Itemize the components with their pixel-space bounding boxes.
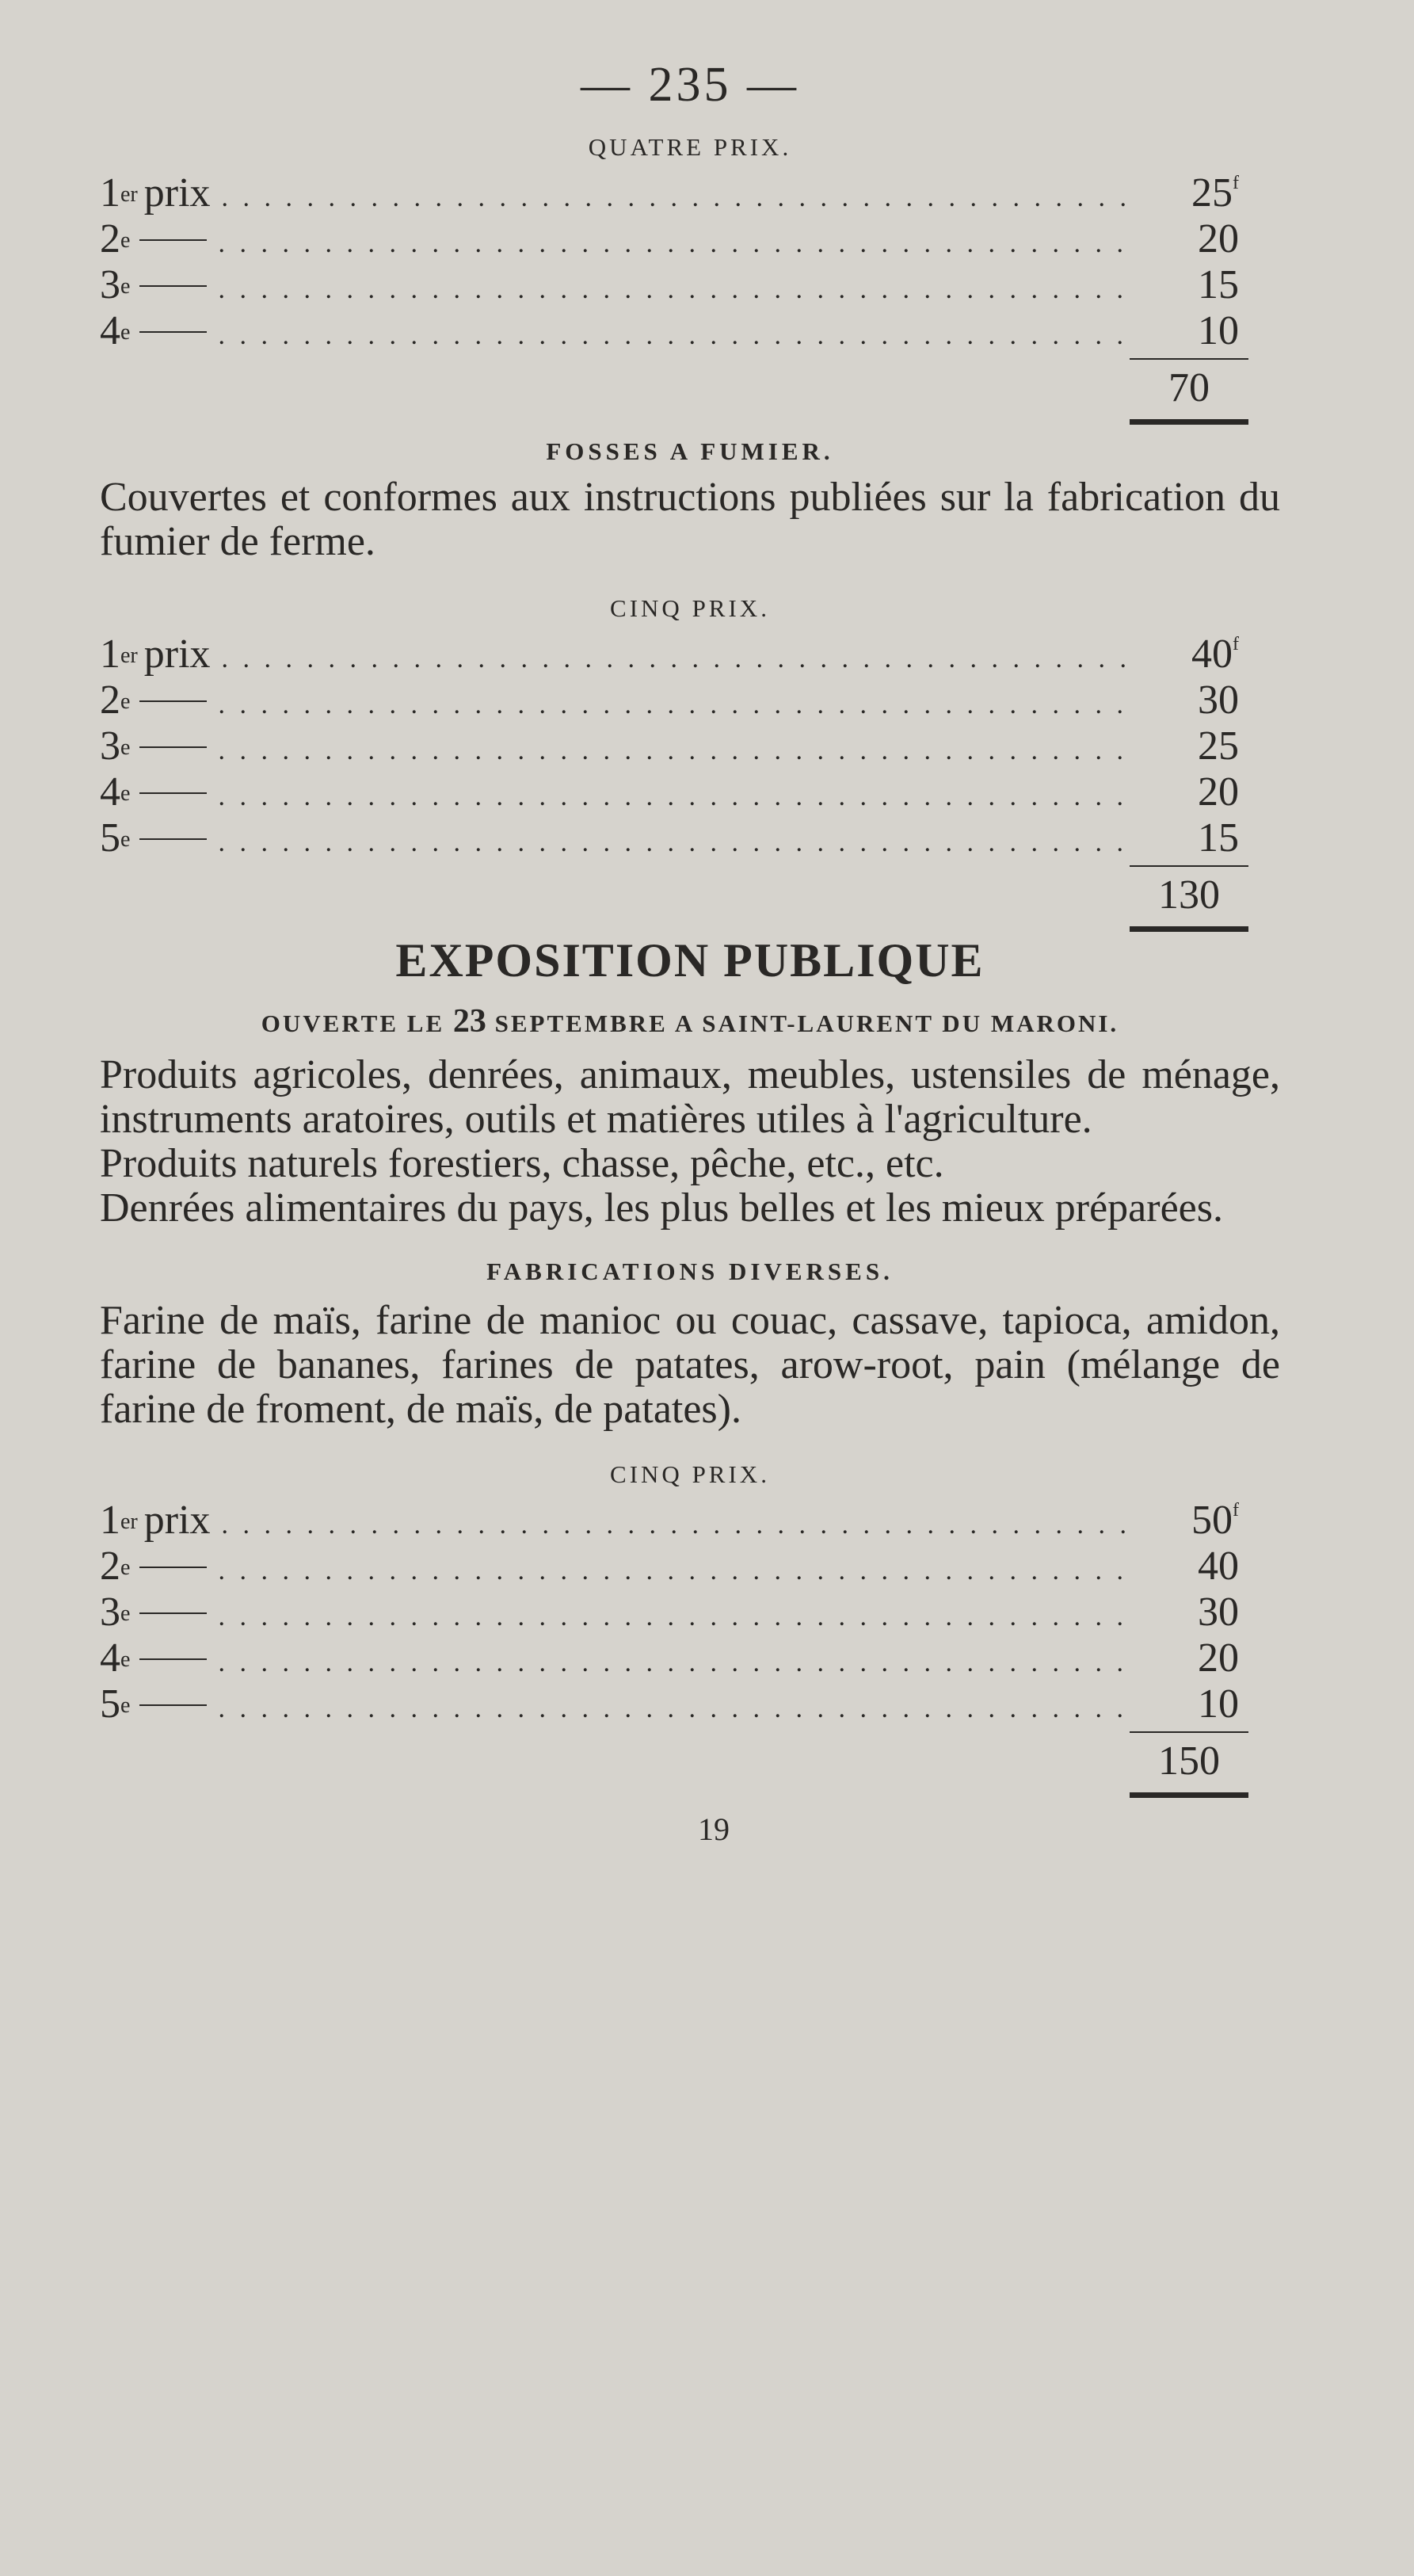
ditto-dash <box>139 1567 207 1568</box>
section-exposition <box>100 933 1280 1231</box>
sub-heading-part: OUVERTE LE <box>261 1009 453 1037</box>
prize-amount <box>1144 677 1239 723</box>
leader-dots <box>222 1510 1134 1540</box>
ditto-dash <box>139 1612 207 1614</box>
prize-rank <box>100 1497 211 1544</box>
prize-rank <box>100 631 211 677</box>
prize-row <box>100 1635 1280 1681</box>
rank-suffix: er <box>120 643 138 668</box>
total-amount: 130 <box>1130 865 1248 932</box>
rank-suffix: e <box>120 1647 131 1672</box>
rank-suffix: e <box>120 1693 131 1718</box>
prize-amount <box>1144 1635 1239 1681</box>
rank-suffix: e <box>120 827 131 852</box>
section-description: Farine de maïs, farine de manioc ou couac, cassave, tapioca, amidon, farine de bananes, farines de patates, arow-root, pain (mélange de farine de froment, de maïs, de patates). <box>100 1298 1280 1432</box>
prize-rank <box>100 815 207 861</box>
amount-unit: f <box>1233 172 1239 193</box>
leader-dots <box>218 1694 1134 1724</box>
rank-suffix: er <box>120 1509 138 1534</box>
amount-value: 10 <box>1198 308 1239 353</box>
prize-row <box>100 769 1280 815</box>
rank-number: 3 <box>100 262 120 307</box>
section-quatre-prix <box>100 133 1280 425</box>
prize-row <box>100 261 1280 307</box>
rank-suffix: e <box>120 735 131 760</box>
rank-number: 1 <box>100 170 120 216</box>
prize-rank <box>100 723 207 769</box>
rank-number: 5 <box>100 1681 120 1727</box>
paragraph: Produits naturels forestiers, chasse, pêche, etc., etc. <box>100 1141 944 1186</box>
prize-amount <box>1144 216 1239 262</box>
leader-dots <box>218 828 1134 858</box>
amount-value: 15 <box>1198 815 1239 861</box>
prize-rank <box>100 769 207 815</box>
rank-number: 5 <box>100 815 120 861</box>
prize-row <box>100 1497 1280 1543</box>
prize-rank <box>100 307 207 354</box>
sub-heading <box>100 1002 1280 1040</box>
amount-value: 25 <box>1198 723 1239 769</box>
ditto-dash <box>139 838 207 840</box>
amount-unit: f <box>1233 633 1239 654</box>
leader-dots <box>218 229 1134 259</box>
prize-amount <box>1144 1497 1239 1544</box>
section-title: FABRICATIONS DIVERSES. <box>486 1257 894 1285</box>
rank-number: 2 <box>100 216 120 261</box>
rank-number: 3 <box>100 1589 120 1635</box>
leader-dots <box>222 183 1134 213</box>
prize-row <box>100 170 1280 216</box>
prize-rank <box>100 1681 207 1727</box>
prize-row <box>100 631 1280 677</box>
leader-dots <box>218 1602 1134 1632</box>
prize-rank <box>100 677 207 723</box>
document-page <box>100 0 1280 1848</box>
prize-amount <box>1144 1543 1239 1589</box>
rank-word: prix <box>143 632 211 677</box>
prize-rank <box>100 1635 207 1681</box>
section-title: QUATRE PRIX. <box>588 133 792 161</box>
amount-value: 40 <box>1198 1544 1239 1589</box>
total-row <box>100 358 1248 425</box>
amount-value: 25 <box>1191 170 1233 216</box>
section-subtitle: CINQ PRIX. <box>610 1460 770 1488</box>
ditto-dash <box>139 1658 207 1660</box>
prize-row <box>100 307 1280 353</box>
rank-suffix: e <box>120 274 131 299</box>
prize-amount <box>1144 1681 1239 1727</box>
prize-amount <box>1144 261 1239 308</box>
rank-suffix: e <box>120 781 131 806</box>
section-title: FOSSES A FUMIER. <box>546 437 834 465</box>
prize-amount <box>1144 170 1239 216</box>
rank-number: 4 <box>100 1635 120 1681</box>
prize-rank <box>100 261 207 308</box>
section-subtitle: CINQ PRIX. <box>610 594 770 622</box>
section-description: Couvertes et conformes aux instructions publiées sur la fabrication du fumier de ferme. <box>100 475 1280 564</box>
sub-heading-part: SEPTEMBRE A SAINT-LAURENT DU MARONI. <box>486 1009 1119 1037</box>
exposition-body <box>100 1053 1280 1231</box>
page-number: — 235 — <box>581 58 799 112</box>
leader-dots <box>218 1648 1134 1678</box>
rank-suffix: er <box>120 182 138 207</box>
paragraph: Denrées alimentaires du pays, les plus belles et les mieux préparées. <box>100 1185 1223 1231</box>
prize-rank <box>100 170 211 216</box>
prize-amount <box>1144 815 1239 861</box>
leader-dots <box>218 275 1134 305</box>
rank-number: 4 <box>100 308 120 353</box>
amount-value: 20 <box>1198 1635 1239 1681</box>
prize-amount <box>1144 769 1239 815</box>
rank-number: 2 <box>100 1544 120 1589</box>
prize-rank <box>100 216 207 262</box>
total-amount: 70 <box>1130 358 1248 425</box>
prize-amount <box>1144 307 1239 354</box>
rank-number: 4 <box>100 769 120 815</box>
prize-row <box>100 1589 1280 1635</box>
rank-suffix: e <box>120 320 131 345</box>
prize-amount <box>1144 631 1239 677</box>
prize-row <box>100 216 1280 261</box>
prize-row <box>100 723 1280 769</box>
ditto-dash <box>139 1704 207 1706</box>
prize-amount <box>1144 723 1239 769</box>
amount-value: 30 <box>1198 677 1239 723</box>
amount-value: 10 <box>1198 1681 1239 1727</box>
rank-number: 2 <box>100 677 120 723</box>
leader-dots <box>218 1556 1134 1586</box>
rank-suffix: e <box>120 228 131 253</box>
prize-amount <box>1144 1589 1239 1635</box>
total-row <box>100 865 1248 932</box>
rank-suffix: e <box>120 689 131 714</box>
prize-row <box>100 677 1280 723</box>
leader-dots <box>218 782 1134 812</box>
rank-number: 3 <box>100 723 120 769</box>
amount-value: 40 <box>1191 632 1233 677</box>
prize-rank <box>100 1543 207 1589</box>
section-fosses-a-fumier <box>100 437 1280 932</box>
ditto-dash <box>139 700 207 702</box>
rank-number: 1 <box>100 632 120 677</box>
ditto-dash <box>139 746 207 748</box>
prize-row <box>100 815 1280 861</box>
total-amount: 150 <box>1130 1731 1248 1798</box>
prize-list <box>100 631 1280 861</box>
leader-dots <box>218 321 1134 351</box>
prize-list <box>100 1497 1280 1727</box>
ditto-dash <box>139 792 207 794</box>
leader-dots <box>218 736 1134 766</box>
total-row <box>100 1731 1248 1798</box>
prize-row <box>100 1681 1280 1727</box>
rank-word: prix <box>143 1498 211 1543</box>
leader-dots <box>222 644 1134 674</box>
leader-dots <box>218 690 1134 720</box>
ditto-dash <box>139 239 207 241</box>
rank-suffix: e <box>120 1555 131 1580</box>
rank-word: prix <box>143 170 211 216</box>
rank-suffix: e <box>120 1601 131 1626</box>
rank-number: 1 <box>100 1498 120 1543</box>
main-heading: EXPOSITION PUBLIQUE <box>395 934 985 987</box>
prize-row <box>100 1543 1280 1589</box>
ditto-dash <box>139 331 207 333</box>
amount-value: 30 <box>1198 1589 1239 1635</box>
section-fabrications-diverses <box>100 1257 1280 1798</box>
prize-list <box>100 170 1280 353</box>
amount-value: 50 <box>1191 1498 1233 1543</box>
amount-value: 15 <box>1198 262 1239 307</box>
sub-heading-date: 23 <box>452 1003 486 1040</box>
ditto-dash <box>139 285 207 287</box>
paragraph: Produits agricoles, denrées, animaux, meubles, ustensiles de ménage, instruments aratoires, outils et matières utiles à l'agriculture. <box>100 1052 1280 1142</box>
prize-rank <box>100 1589 207 1635</box>
amount-value: 20 <box>1198 216 1239 261</box>
amount-unit: f <box>1233 1499 1239 1521</box>
amount-value: 20 <box>1198 769 1239 815</box>
signature-mark: 19 <box>698 1811 730 1847</box>
